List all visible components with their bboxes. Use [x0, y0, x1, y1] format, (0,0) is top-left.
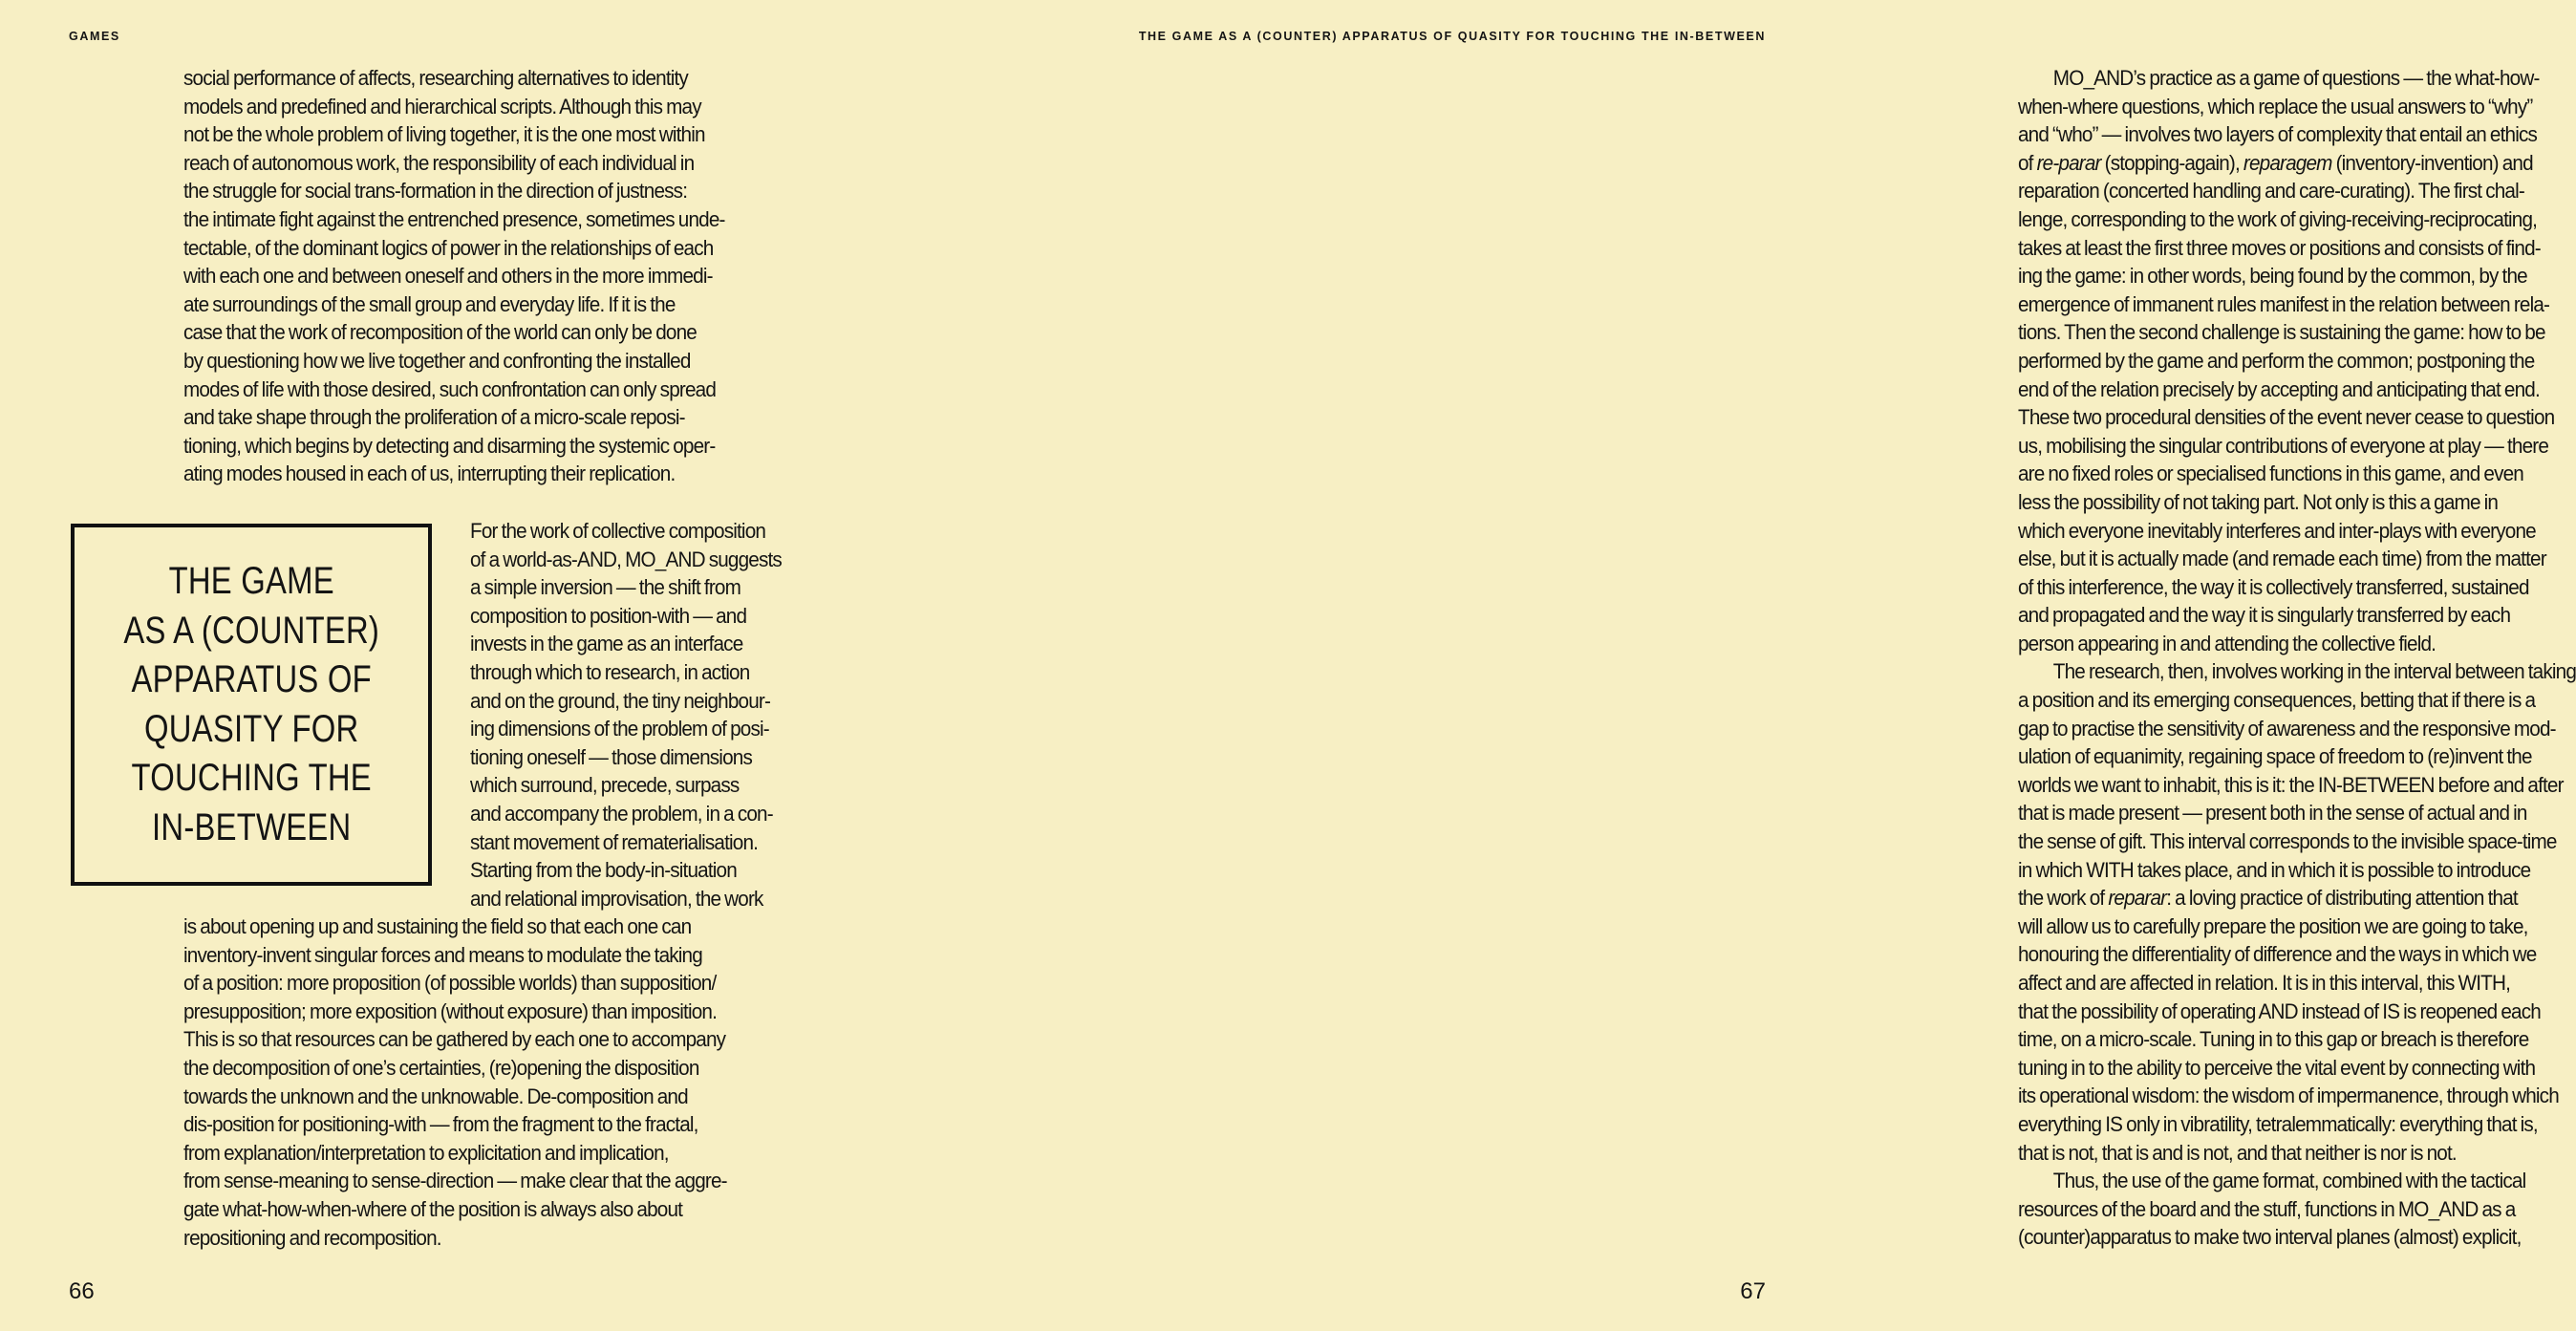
text-line: [2018, 517, 2576, 546]
text-line: a simple inversion — the shift from: [470, 575, 741, 600]
text-line: ating modes housed in each of us, interrupting their replication.: [183, 462, 676, 486]
text-line: from sense-meaning to sense-direction — make clear that the aggre-: [183, 1169, 727, 1193]
text-line: [2018, 1139, 2576, 1168]
text-line: [2018, 573, 2576, 602]
text-line: case that the work of recomposition of the world can only be done: [183, 320, 697, 345]
text-line: through which to research, in action: [470, 659, 750, 684]
text-line: with each one and between oneself and others in the more immedi-: [183, 264, 713, 289]
text-line: IN-BETWEEN: [151, 805, 352, 848]
text-line: social performance of affects, researching alternatives to identity: [183, 66, 688, 90]
text-line: [2018, 940, 2576, 969]
text-line: the struggle for social trans-formation in the direction of justness:: [183, 179, 688, 204]
text-segment: us, mobilising the singular contributions of everyone at play — there: [2018, 433, 2549, 458]
text-segment: These two procedural densities of the event never cease to question: [2018, 405, 2555, 430]
text-segment: tuning in to the ability to perceive the vital event by connecting with: [2018, 1055, 2536, 1080]
text-segment: that the possibility of operating AND instead of IS is reopened each: [2018, 998, 2541, 1023]
italic-term: reparagem: [2243, 150, 2332, 175]
text-line: ing dimensions of the problem of posi-: [470, 717, 769, 741]
text-line: Starting from the body-in-situation: [470, 858, 737, 883]
text-line: [2018, 64, 2576, 93]
text-segment: of: [2018, 150, 2037, 175]
text-segment: ulation of equanimity, regaining space of freedom to (re)invent the: [2018, 744, 2532, 769]
text-line: [2018, 686, 2576, 715]
italic-term: reparar: [2108, 886, 2167, 911]
left-text-top: [183, 64, 725, 488]
text-segment: resources of the board and the stuff, functions in MO_AND as a: [2018, 1196, 2516, 1221]
text-segment: (stopping-again),: [2100, 150, 2243, 175]
text-line: [2018, 630, 2576, 658]
text-line: [2018, 912, 2576, 941]
text-line: reach of autonomous work, the responsibility of each individual in: [183, 150, 695, 175]
text-line: and relational improvisation, the work: [470, 886, 763, 911]
text-line: by questioning how we live together and confronting the installed: [183, 348, 691, 373]
text-segment: in which WITH takes place, and in which it is possible to introduce: [2018, 857, 2531, 882]
text-segment: and “who” — involves two layers of complexity that entail an ethics: [2018, 122, 2538, 147]
page-number: 67: [1740, 1278, 1766, 1304]
text-line: the intimate fight against the entrenched presence, sometimes unde-: [183, 206, 725, 231]
text-line: inventory-invent singular forces and means to modulate the taking: [183, 942, 702, 967]
text-segment: : a loving practice of distributing attention that: [2166, 886, 2518, 911]
text-line: [2018, 657, 2576, 686]
text-line: [2018, 262, 2576, 290]
text-line: modes of life with those desired, such confrontation can only spread: [183, 376, 717, 401]
text-segment: which everyone inevitably interferes and inter-plays with everyone: [2018, 518, 2536, 543]
text-segment: (inventory-invention) and: [2331, 150, 2533, 175]
text-line: tioning oneself — those dimensions: [470, 744, 752, 769]
text-line: THE GAME: [168, 560, 334, 602]
text-line: APPARATUS OF: [131, 658, 372, 700]
text-line: TOUCHING THE: [131, 757, 372, 799]
text-line: [2018, 1025, 2576, 1054]
right-text: [2018, 64, 2576, 1252]
left-text-bottom: [183, 912, 727, 1252]
text-segment: and propagated and the way it is singularly transferred by each: [2018, 603, 2511, 628]
text-line: QUASITY FOR: [143, 707, 359, 750]
text-line: [2018, 177, 2576, 205]
text-line: [2018, 998, 2576, 1026]
text-line: [2018, 601, 2576, 630]
text-line: of a position: more proposition (of possible worlds) than supposition/: [183, 971, 717, 996]
text-line: and on the ground, the tiny neighbour-: [470, 688, 771, 713]
text-segment: end of the relation precisely by accepting and anticipating that end.: [2018, 376, 2540, 401]
text-line: is about opening up and sustaining the field so that each one can: [183, 914, 692, 938]
text-line: [2018, 771, 2576, 800]
text-line: [2018, 460, 2576, 488]
text-segment: worlds we want to inhabit, this is it: the IN-BETWEEN before and after: [2018, 772, 2564, 797]
text-segment: that is not, that is and is not, and that neither is nor is not.: [2018, 1140, 2457, 1165]
text-line: towards the unknown and the unknowable. De-composition and: [183, 1084, 688, 1108]
section-title-box: [71, 524, 432, 886]
text-segment: when-where questions, which replace the usual answers to “why”: [2018, 94, 2533, 118]
page-number: 66: [69, 1278, 95, 1304]
text-line: composition to position-with — and: [470, 603, 747, 628]
right-page: [917, 0, 2576, 1331]
text-line: [2018, 234, 2576, 263]
text-line: [2018, 969, 2576, 998]
text-segment: less the possibility of not taking part. Not only is this a game in: [2018, 489, 2499, 514]
text-segment: will allow us to carefully prepare the position we are going to take,: [2018, 913, 2528, 938]
text-segment: its operational wisdom: the wisdom of impermanence, through which: [2018, 1084, 2559, 1108]
text-segment: gap to practise the sensitivity of awareness and the responsive mod-: [2018, 716, 2556, 741]
text-line: invests in the game as an interface: [470, 632, 743, 656]
text-line: models and predefined and hierarchical scripts. Although this may: [183, 94, 701, 118]
text-line: [2018, 827, 2576, 856]
text-line: presupposition; more exposition (without exposure) than imposition.: [183, 998, 718, 1023]
text-segment: the sense of gift. This interval corresponds to the invisible space-time: [2018, 829, 2557, 854]
text-line: [2018, 432, 2576, 461]
text-line: [2018, 545, 2576, 573]
text-line: [2018, 1167, 2576, 1195]
left-page: [0, 0, 917, 1331]
text-line: from explanation/interpretation to explicitation and implication,: [183, 1140, 669, 1165]
text-line: [2018, 884, 2576, 912]
text-segment: honouring the differentiality of difference and the ways in which we: [2018, 942, 2537, 967]
text-segment: MO_AND’s practice as a game of questions — the what-how-: [2052, 66, 2540, 90]
running-head: THE GAME AS A (COUNTER) APPARATUS OF QUASITY FOR TOUCHING THE IN-BETWEEN: [1138, 30, 1766, 43]
text-line: [2018, 799, 2576, 827]
text-line: [2018, 403, 2576, 432]
text-line: the decomposition of one’s certainties, (re)opening the disposition: [183, 1055, 699, 1080]
text-line: stant movement of rematerialisation.: [470, 829, 759, 854]
text-line: [2018, 1195, 2576, 1224]
text-segment: takes at least the first three moves or positions and consists of find-: [2018, 235, 2541, 260]
text-segment: time, on a micro-scale. Tuning in to this gap or breach is therefore: [2018, 1027, 2529, 1052]
text-segment: lenge, corresponding to the work of giving-receiving-reciprocating,: [2018, 206, 2538, 231]
text-segment: person appearing in and attending the collective field.: [2018, 631, 2436, 655]
text-line: gate what-how-when-where of the position is always also about: [183, 1196, 683, 1221]
running-head: GAMES: [69, 30, 120, 43]
italic-term: re-parar: [2036, 150, 2101, 175]
text-line: ate surroundings of the small group and everyday life. If it is the: [183, 291, 676, 316]
text-line: which surround, precede, surpass: [470, 773, 740, 798]
text-line: For the work of collective composition: [470, 519, 766, 543]
text-line: [2018, 205, 2576, 234]
text-line: AS A (COUNTER): [123, 609, 379, 652]
text-line: not be the whole problem of living together, it is the one most within: [183, 122, 705, 147]
text-segment: Thus, the use of the game format, combined with the tactical: [2052, 1169, 2526, 1193]
text-line: tioning, which begins by detecting and disarming the systemic oper-: [183, 433, 716, 458]
text-segment: the work of: [2018, 886, 2109, 911]
text-line: dis-position for positioning-with — from the fragment to the fractal,: [183, 1112, 698, 1137]
text-line: [2018, 742, 2576, 771]
text-line: [2018, 120, 2576, 149]
text-line: [2018, 1054, 2576, 1083]
left-text-beside-box: [470, 517, 782, 912]
text-line: [2018, 1082, 2576, 1110]
text-segment: tions. Then the second challenge is sustaining the game: how to be: [2018, 320, 2545, 345]
text-line: [2018, 318, 2576, 347]
text-line: [2018, 1110, 2576, 1139]
text-line: and accompany the problem, in a con-: [470, 801, 773, 826]
text-segment: The research, then, involves working in the interval between taking: [2052, 659, 2576, 684]
text-segment: of this interference, the way it is collectively transferred, sustained: [2018, 574, 2529, 599]
text-segment: performed by the game and perform the common; postponing the: [2018, 348, 2535, 373]
section-title: [123, 557, 379, 852]
text-line: [2018, 93, 2576, 121]
text-line: tectable, of the dominant logics of power in the relationships of each: [183, 235, 714, 260]
text-segment: a position and its emerging consequences, betting that if there is a: [2018, 688, 2536, 713]
text-segment: (counter)apparatus to make two interval planes (almost) explicit,: [2018, 1225, 2522, 1250]
text-line: and take shape through the proliferation of a micro-scale reposi-: [183, 405, 685, 430]
text-segment: everything IS only in vibratility, tetralemmatically: everything that is,: [2018, 1111, 2538, 1136]
text-segment: reparation (concerted handling and care-curating). The first chal-: [2018, 179, 2524, 204]
text-line: [2018, 715, 2576, 743]
text-line: [2018, 376, 2576, 404]
text-segment: ing the game: in other words, being found by the common, by the: [2018, 264, 2527, 289]
text-line: [2018, 290, 2576, 319]
text-segment: emergence of immanent rules manifest in the relation between rela-: [2018, 291, 2550, 316]
text-line: repositioning and recomposition.: [183, 1225, 441, 1250]
text-line: of a world-as-AND, MO_AND suggests: [470, 547, 782, 571]
text-line: [2018, 1223, 2576, 1252]
text-line: [2018, 347, 2576, 376]
text-line: [2018, 856, 2576, 885]
text-line: [2018, 149, 2576, 178]
text-line: [2018, 488, 2576, 517]
text-segment: else, but it is actually made (and remade each time) from the matter: [2018, 547, 2546, 571]
text-line: This is so that resources can be gathered by each one to accompany: [183, 1027, 726, 1052]
text-segment: that is made present — present both in the sense of actual and in: [2018, 801, 2527, 826]
text-segment: affect and are affected in relation. It is in this interval, this WITH,: [2018, 971, 2511, 995]
text-segment: are no fixed roles or specialised functions in this game, and even: [2018, 462, 2523, 486]
